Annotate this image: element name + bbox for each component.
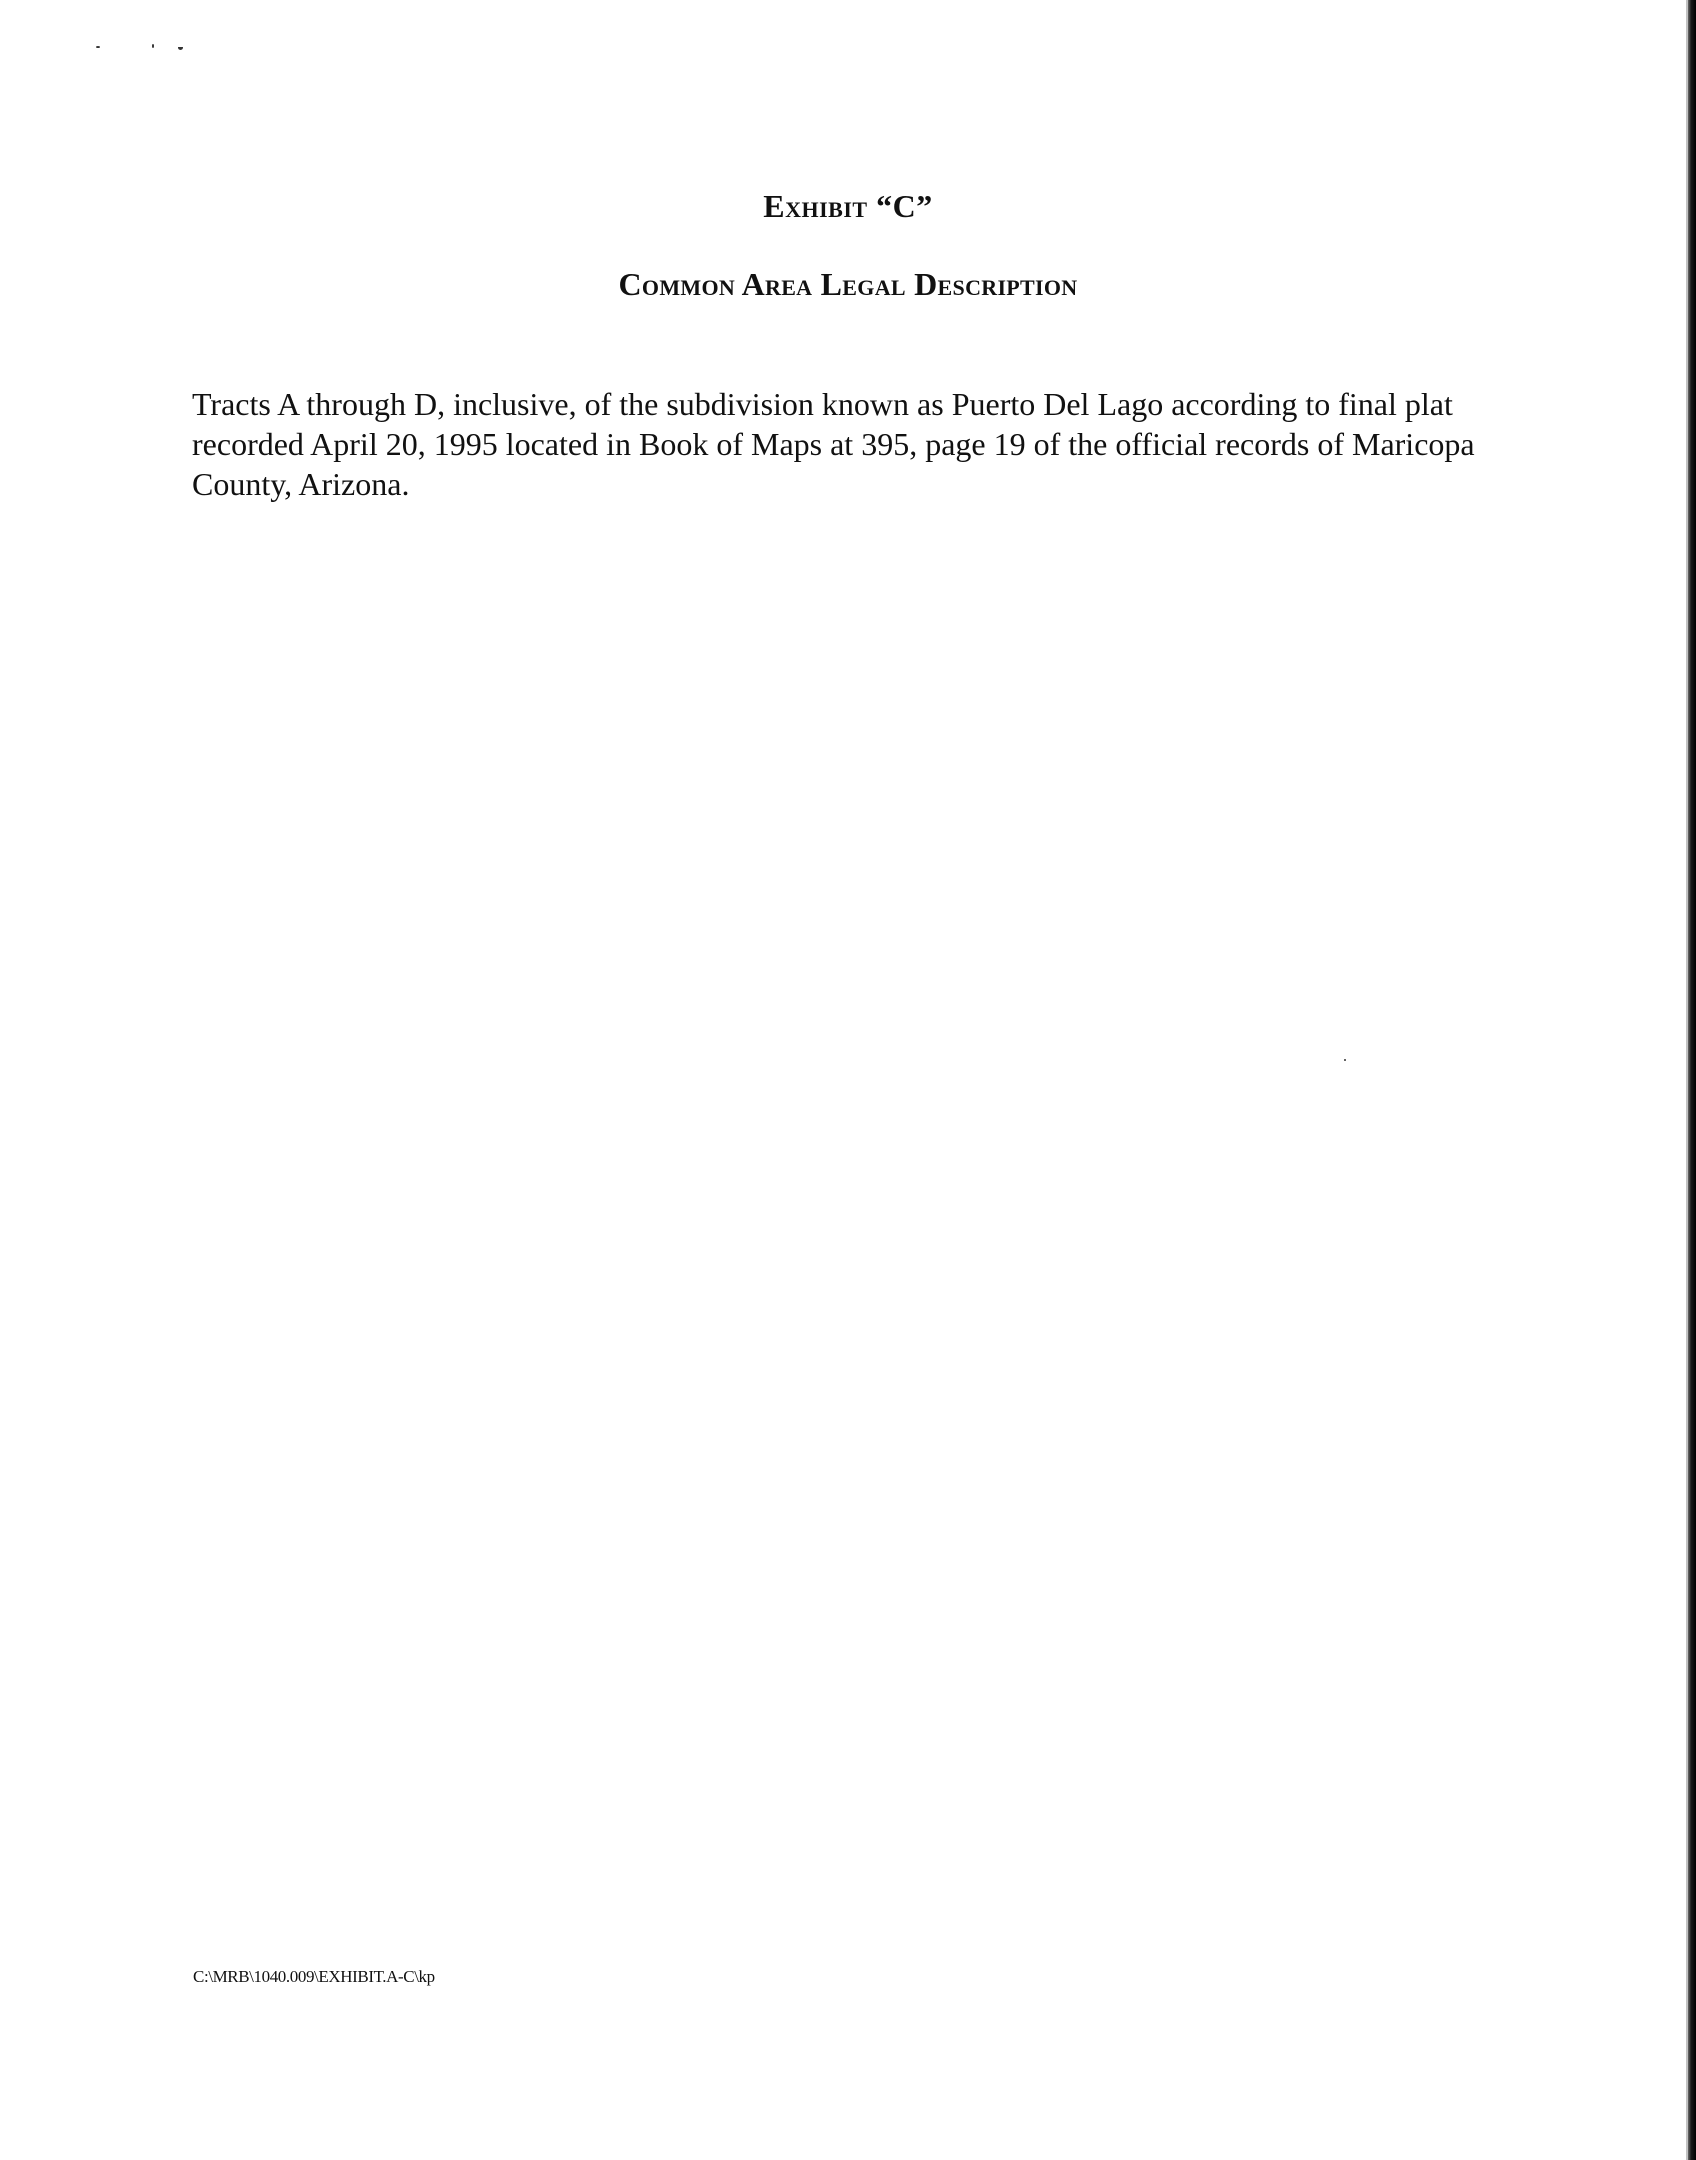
exhibit-subtitle: Common Area Legal Description <box>618 266 1078 302</box>
exhibit-title: Exhibit “C” <box>763 188 933 224</box>
scan-speck <box>178 47 183 50</box>
footer-file-path: C:\MRB\1040.009\EXHIBIT.A-C\kp <box>193 1967 435 1986</box>
paragraph-line: Tracts A through D, inclusive, of the subdivision known as Puerto Del Lago according to final plat <box>192 386 1453 422</box>
scan-edge <box>1688 0 1696 2160</box>
scan-speck <box>152 44 154 48</box>
scan-speck <box>1344 1059 1346 1061</box>
scan-speck <box>96 46 100 48</box>
paragraph-line: recorded April 20, 1995 located in Book of Maps at 395, page 19 of the official records of Maricopa <box>192 426 1475 462</box>
legal-description-paragraph <box>192 384 1502 504</box>
paragraph-line: County, Arizona. <box>192 466 410 502</box>
